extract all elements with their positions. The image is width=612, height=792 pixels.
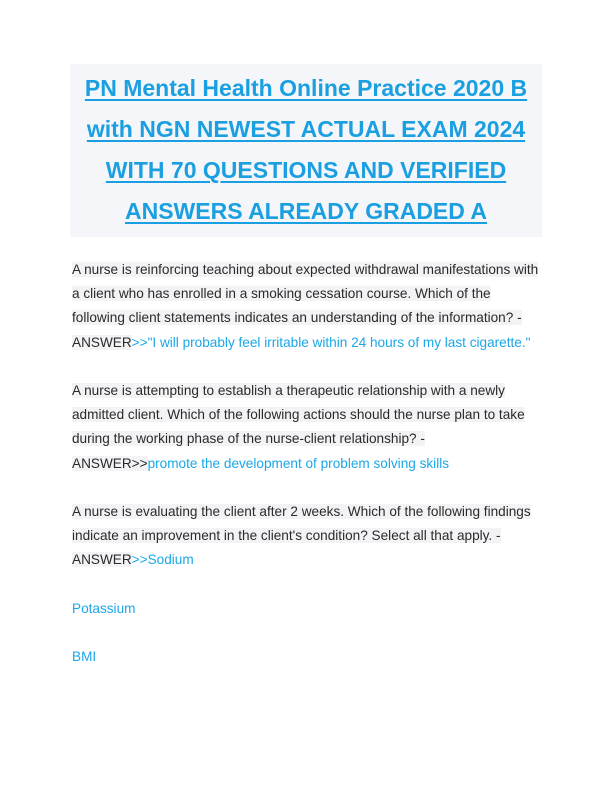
answer-text: promote the development of problem solving skills	[147, 455, 450, 471]
answer-arrow: >>	[131, 334, 148, 350]
answer-text: "I will probably feel irritable within 24 hours of my last cigarette."	[147, 334, 531, 350]
answer-option: BMI	[72, 649, 97, 665]
answer-label: ANSWER	[72, 552, 132, 568]
title-box	[70, 64, 542, 237]
answer-option: Potassium	[72, 600, 136, 616]
answer-arrow: >>	[131, 455, 148, 471]
question-block-1	[72, 258, 546, 355]
question-text: A nurse is evaluating the client after 2 weeks. Which of the following findings indicate an improvement in the client's condition? Select all that apply. -	[72, 504, 531, 544]
answer-text: Sodium	[147, 552, 194, 568]
document-title	[70, 64, 542, 232]
question-block-2	[72, 379, 546, 476]
title-line-2: with NGN NEWEST ACTUAL EXAM 2024	[86, 116, 526, 142]
title-line-1: PN Mental Health Online Practice 2020 B	[84, 75, 528, 101]
question-text: A nurse is reinforcing teaching about expected withdrawal manifestations with a client who has enrolled in a smoking cessation course. Which of the following client statements indicates an understanding of the information? -	[72, 262, 539, 326]
document-body	[72, 258, 546, 694]
title-line-4: ANSWERS ALREADY GRADED A	[124, 198, 488, 224]
question-text: A nurse is attempting to establish a therapeutic relationship with a newly admitted client. Which of the following actions should the nurse plan to take during the working phase of the nurse-client relationship? -	[72, 383, 525, 447]
title-line-3: WITH 70 QUESTIONS AND VERIFIED	[105, 157, 507, 183]
answer-arrow: >>	[131, 552, 148, 568]
question-block-3	[72, 500, 546, 573]
answer-label: ANSWER	[72, 334, 132, 350]
answer-label: ANSWER	[72, 455, 132, 471]
